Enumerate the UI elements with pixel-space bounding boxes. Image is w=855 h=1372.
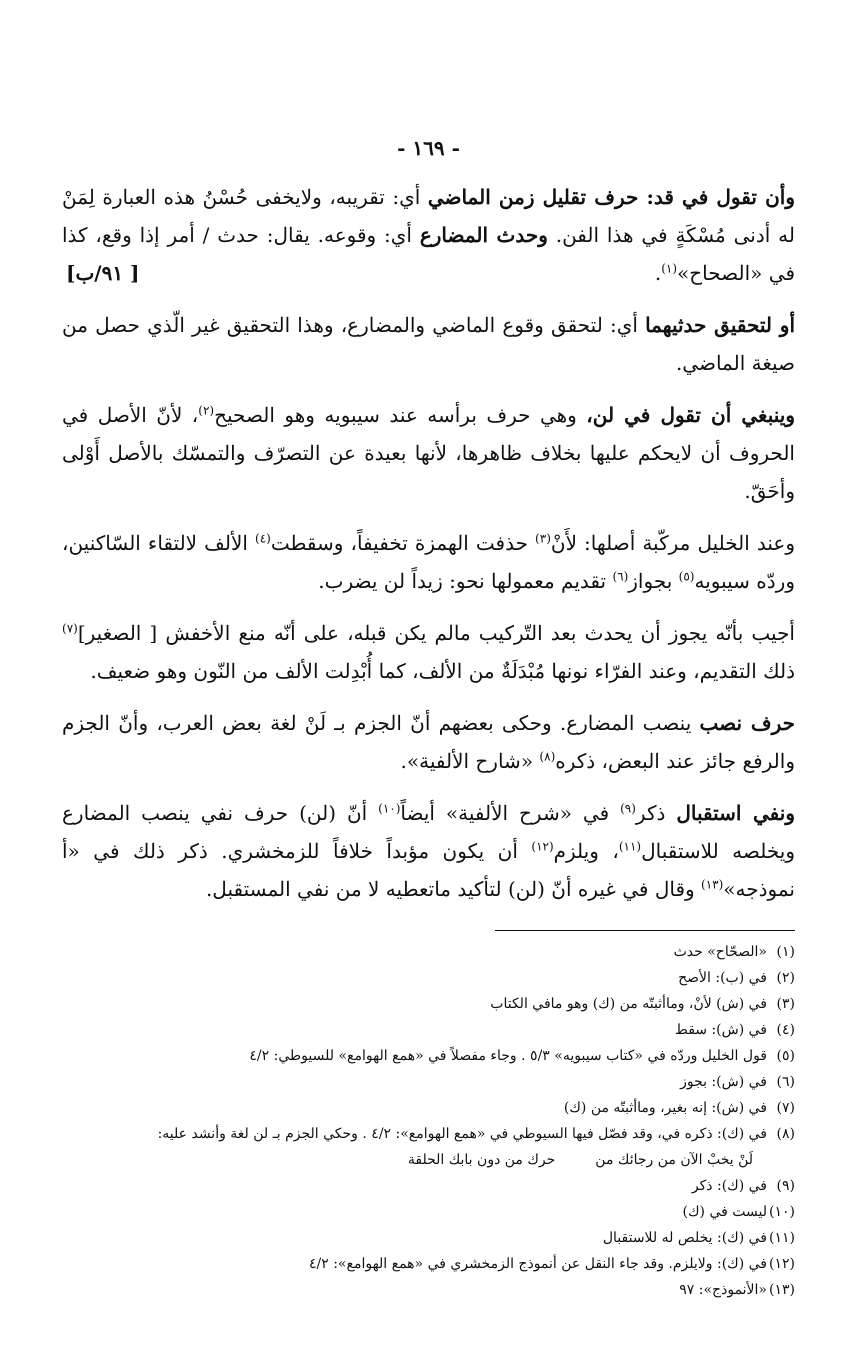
footnote-item bbox=[62, 1199, 795, 1225]
footnote-ref: (٨) bbox=[539, 749, 556, 764]
footnote-text: في (ش): إنه بغير، وماأثبتّه من (ك) bbox=[563, 1100, 767, 1116]
footnote-text: في (ب): الأصح bbox=[678, 970, 767, 986]
paragraph-istiqbal bbox=[62, 794, 795, 908]
folio-mark: [ ٩١/ب] bbox=[66, 261, 140, 285]
verse-hemistich-1: لَنْ يخبْ الآن من رجائك من bbox=[595, 1152, 753, 1168]
footnote-number: (٦) bbox=[776, 1074, 795, 1090]
footnote-item bbox=[62, 1251, 795, 1277]
footnote-text: «الصحّاح» حدث bbox=[673, 944, 767, 960]
footnote-ref: (٧) bbox=[62, 621, 78, 636]
footnote-divider bbox=[495, 930, 795, 931]
paragraph-text: ، ويلزم bbox=[553, 839, 619, 863]
paragraph-text: حذفت الهمزة تخفيفاً، وسقطت bbox=[270, 531, 536, 555]
bold-term: وينبغي أن تقول في لن، bbox=[586, 403, 795, 427]
paragraph-ujib bbox=[62, 614, 795, 690]
footnote-text: في (ش): سقط bbox=[674, 1022, 767, 1038]
footnote-text: في (ش): بجوز bbox=[680, 1074, 767, 1090]
footnote-ref: (١) bbox=[661, 261, 678, 276]
footnote-number: (١٠) bbox=[769, 1204, 795, 1220]
paragraph-text: أي: لتحقق وقوع الماضي والمضارع، وهذا التحقيق غير الّذي حصل من صيغة الماضي. bbox=[62, 313, 795, 375]
footnote-text: قول الخليل وردّه في «كتاب سيبويه» ٥/٣ . وجاء مفصلاً في «همع الهوامع» للسيوطي: ٤/٢ bbox=[249, 1048, 767, 1064]
paragraph-nasb bbox=[62, 704, 795, 780]
bold-term: حرف نصب bbox=[699, 711, 795, 735]
paragraph-text: ، لأنّ الأصل في الحروف أن لايحكم عليها بخلاف ظاهرها، لأنها بعيدة عن التصرّف والتمسّك بالأصل أَوْلى وأحَقّ. bbox=[62, 403, 795, 503]
footnote-text: في (ش) لأنْ، وماأثبتّه من (ك) وهو مافي الكتاب bbox=[490, 996, 767, 1012]
footnote-number: (٣) bbox=[776, 996, 795, 1012]
paragraph-tahqiq bbox=[62, 306, 795, 382]
footnote-number: (٩) bbox=[776, 1178, 795, 1194]
footnote-item bbox=[62, 939, 795, 965]
poetry-verse bbox=[62, 1147, 795, 1173]
footnote-text: في (ك): ولايلزم. وقد جاء النقل عن أنموذج الزمخشري في «همع الهوامع»: ٤/٢ bbox=[309, 1256, 767, 1272]
paragraph-text: وعند الخليل مركّبة أصلها: لأَنْ bbox=[550, 531, 796, 555]
footnote-ref: (٤) bbox=[255, 531, 271, 546]
bold-term: وحدث المضارع bbox=[419, 223, 548, 247]
footnote-item bbox=[62, 1121, 795, 1147]
paragraph-lan bbox=[62, 396, 795, 510]
footnote-item bbox=[62, 1017, 795, 1043]
footnote-ref: (٥) bbox=[678, 569, 695, 584]
footnote-ref: (٦) bbox=[612, 569, 629, 584]
paragraph-text: أي: تقريبه، ولايخفى حُسْنُ هذه العبارة لِمَنْ له أدنى مُسْكَةٍ في هذا الفن. bbox=[62, 185, 795, 247]
footnote-number: (٥) bbox=[776, 1048, 795, 1064]
footnote-item bbox=[62, 1173, 795, 1199]
paragraph-text: . bbox=[654, 261, 662, 285]
footnote-number: (٢) bbox=[776, 970, 795, 986]
footnote-ref: (١٣) bbox=[701, 877, 724, 892]
footnote-ref: (٢) bbox=[198, 403, 215, 418]
paragraph-text: وهي حرف برأسه عند سيبويه وهو الصحيح bbox=[214, 403, 587, 427]
footnote-ref: (١٠) bbox=[378, 801, 401, 816]
footnote-item bbox=[62, 1043, 795, 1069]
footnote-ref: (١١) bbox=[618, 839, 642, 854]
footnote-ref: (١٢) bbox=[531, 839, 554, 854]
bold-term: ونفي استقبال bbox=[676, 801, 795, 825]
footnote-number: (٤) bbox=[776, 1022, 795, 1038]
footnote-item bbox=[62, 1277, 795, 1303]
bold-term: وأن تقول في قد: حرف تقليل زمن الماضي bbox=[427, 185, 795, 209]
verse-hemistich-2: حرك من دون بابك الحلقة bbox=[407, 1152, 556, 1168]
footnote-number: (١) bbox=[776, 944, 795, 960]
footnote-ref: (٩) bbox=[620, 801, 636, 816]
paragraph-text: بجواز bbox=[628, 569, 679, 593]
footnote-ref: (٣) bbox=[535, 531, 551, 546]
footnote-text: في (ك): ذكر bbox=[691, 1178, 767, 1194]
paragraph-text: ذكر bbox=[635, 801, 677, 825]
paragraph-text: في «شرح الألفية» أيضاً bbox=[400, 801, 621, 825]
paragraph-text: وقال في غيره أنّ (لن) لتأكيد ماتعطيه لا من نفي المستقبل. bbox=[205, 877, 702, 901]
paragraph-qad bbox=[62, 178, 795, 292]
paragraph-text: «شارح الألفية». bbox=[400, 749, 540, 773]
footnote-number: (١٣) bbox=[769, 1282, 795, 1298]
footnote-item bbox=[62, 1069, 795, 1095]
paragraph-text: أنّ (لن) حرف نفي ينصب المضارع ويخلصه للاستقبال bbox=[62, 801, 796, 863]
footnote-number: (٨) bbox=[776, 1126, 795, 1142]
paragraph-text: أن يكون مؤبداً خلافاً للزمخشري. ذكر ذلك في «أ نموذجه» bbox=[62, 839, 795, 901]
footnote-item bbox=[62, 965, 795, 991]
footnote-item bbox=[62, 1095, 795, 1121]
footnote-text: ليست في (ك) bbox=[682, 1204, 767, 1220]
paragraph-text: ينصب المضارع. وحكى بعضهم أنّ الجزم بـ لَنْ لغة بعض العرب، وأنّ الجزم والرفع جائز عند البعض، ذكره bbox=[62, 711, 795, 773]
footnote-text: في (ك): يخلص له للاستقبال bbox=[602, 1230, 767, 1246]
footnote-number: (١١) bbox=[769, 1230, 795, 1246]
paragraph-text: أجيب بأنّه يجوز أن يحدث بعد التّركيب مالم يكن قبله، على أنّه منع الأخفش [ الصغير] bbox=[77, 621, 795, 645]
bold-term: أو لتحقيق حدثيهما bbox=[645, 313, 795, 337]
footnote-text: «الأنموذج»: ٩٧ bbox=[679, 1282, 767, 1298]
paragraph-text: ذلك التقديم، وعند الفرّاء نونها مُبْدَلَةٌ من الألف، كما أُبْدِلت الألف من النّون وهو ضعيف. bbox=[90, 659, 795, 683]
footnotes-list bbox=[62, 939, 795, 1303]
footnote-number: (١٢) bbox=[769, 1256, 795, 1272]
footnote-number: (٧) bbox=[776, 1100, 795, 1116]
paragraph-text: أي: وقوعه. يقال: حدث / أمر إذا وقع، كذا في «الصحاح» bbox=[62, 223, 795, 285]
footnote-text: في (ك): ذكره في، وقد فصّل فيها السيوطي في «همع الهوامع»: ٤/٢ . وحكي الجزم بـ لن لغة وأنشد عليه: bbox=[157, 1126, 767, 1142]
page-number: - ١٦٩ - bbox=[397, 136, 460, 160]
footnote-item bbox=[62, 1225, 795, 1251]
paragraph-text: تقديم معمولها نحو: زيداً لن يضرب. bbox=[318, 569, 613, 593]
paragraph-khalil bbox=[62, 524, 795, 600]
footnote-item bbox=[62, 991, 795, 1017]
paragraph-text: الألف لالتقاء السّاكنين، وردّه سيبويه bbox=[62, 531, 795, 593]
